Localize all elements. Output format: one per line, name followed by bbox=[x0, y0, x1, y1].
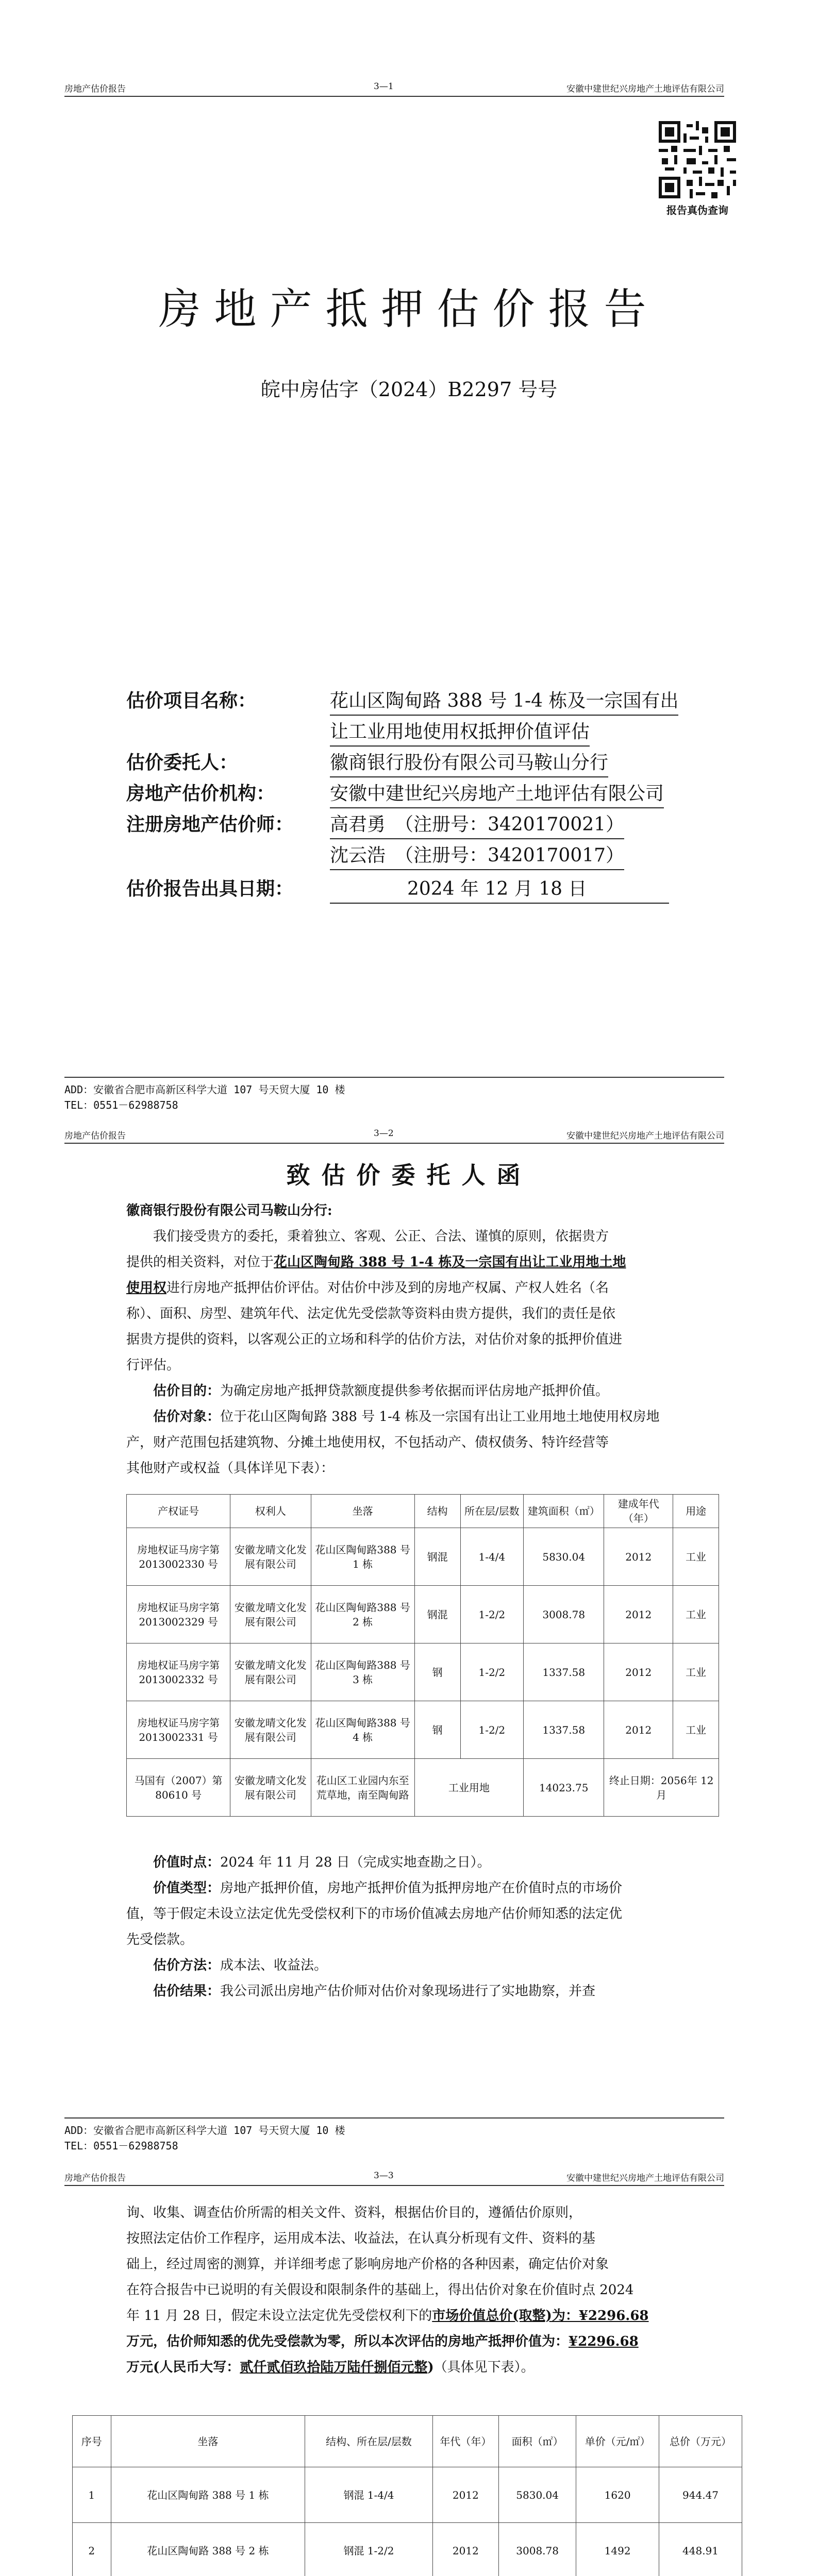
cell: 5830.04 bbox=[524, 1528, 604, 1586]
footer-address: ADD：安徽省合肥市高新区科学大道 107 号天贸大厦 10 楼 bbox=[64, 2124, 345, 2137]
method-text: 成本法、收益法。 bbox=[220, 1958, 328, 1973]
cell: 14023.75 bbox=[524, 1759, 604, 1817]
header-left: 房地产估价报告 bbox=[64, 1131, 126, 1141]
cell: 钢混 1-4/4 bbox=[305, 2467, 432, 2523]
th-year: 年代（年） bbox=[432, 2416, 498, 2467]
cell: 工业 bbox=[673, 1643, 719, 1701]
value-type-label: 价值类型： bbox=[153, 1880, 221, 1896]
value-date-line bbox=[126, 1850, 724, 1875]
purpose-text: 为确定房地产抵押贷款额度提供参考依据而评估房地产抵押价值。 bbox=[220, 1383, 609, 1399]
letter-body-2 bbox=[126, 1850, 724, 2004]
addressee: 徽商银行股份有限公司马鞍山分行: bbox=[126, 1203, 332, 1218]
header-right: 安徽中建世纪兴房地产土地评估有限公司 bbox=[566, 84, 724, 94]
header-left: 房地产估价报告 bbox=[64, 84, 126, 94]
result-text-8a: 万元(人民币大写： bbox=[126, 2360, 240, 2375]
th-area: 建筑面积（㎡） bbox=[524, 1495, 604, 1528]
header-right: 安徽中建世纪兴房地产土地评估有限公司 bbox=[566, 2173, 724, 2183]
intro-6: 行评估。 bbox=[126, 1358, 180, 1373]
intro-2-line bbox=[126, 1249, 724, 1275]
method-line bbox=[126, 1953, 724, 1978]
cell: 安徽龙晴文化发展有限公司 bbox=[230, 1643, 311, 1701]
table-row bbox=[127, 1528, 719, 1586]
cell: 花山区陶甸路388 号 3 栋 bbox=[311, 1643, 414, 1701]
th-cert: 产权证号 bbox=[127, 1495, 230, 1528]
intro-highlight: 花山区陶甸路 388 号 1-4 栋及一宗国有出让工业用地土地 bbox=[274, 1255, 626, 1270]
intro-3-line bbox=[126, 1275, 724, 1301]
cell: 2012 bbox=[432, 2467, 498, 2523]
result-text-6b: 市场价值总价(取整)为：¥2296.68 bbox=[432, 2308, 649, 2324]
cell: 花山区陶甸路 388 号 2 栋 bbox=[111, 2523, 305, 2576]
result-text-8d: （具体见下表）。 bbox=[433, 2360, 535, 2375]
value-type-text-3: 先受偿款。 bbox=[126, 1932, 194, 1947]
cell: 工业 bbox=[673, 1528, 719, 1586]
cell: 944.47 bbox=[659, 2467, 742, 2523]
object-text-3: 其他财产或权益（具体详见下表）： bbox=[126, 1461, 335, 1476]
result-text-8b: 贰仟贰佰玖拾陆万陆仟捌佰元整 bbox=[240, 2360, 428, 2375]
intro-2: 提供的相关资料，对位于 bbox=[126, 1255, 274, 1270]
report-title: 房地产抵押估价报告 bbox=[158, 285, 660, 334]
result-text-8c: ) bbox=[427, 2360, 434, 2375]
property-table bbox=[126, 1494, 719, 1817]
table-header-row bbox=[127, 1495, 719, 1528]
result-text-4: 础上，经过周密的测算，并详细考虑了影响房地产价格的各种因素，确定估价对象 bbox=[126, 2257, 609, 2272]
cell: 花山区陶甸路 388 号 1 栋 bbox=[111, 2467, 305, 2523]
th-floor: 所在层/层数 bbox=[460, 1495, 524, 1528]
cover-date bbox=[126, 876, 669, 904]
result-text-3: 按照法定估价工作程序，运用成本法、收益法，在认真分析现有文件、资料的基 bbox=[126, 2231, 596, 2246]
cell: 2012 bbox=[604, 1643, 673, 1701]
intro-5: 据贵方提供的资料，以客观公正的立场和科学的估价方法，对估价对象的抵押价值进 bbox=[126, 1332, 623, 1347]
date-label: 估价报告出具日期： bbox=[126, 878, 294, 900]
footer-address: ADD：安徽省合肥市高新区科学大道 107 号天贸大厦 10 楼 bbox=[64, 1083, 345, 1096]
value-type-text-2: 值，等于假定未设立法定优先受偿权利下的市场价值减去房地产估价师知悉的法定优 bbox=[126, 1906, 623, 1922]
cell: 1 bbox=[73, 2467, 111, 2523]
purpose-label: 估价目的： bbox=[153, 1383, 221, 1399]
method-label: 估价方法： bbox=[153, 1958, 221, 1973]
object-line bbox=[126, 1404, 724, 1430]
agency-label: 房地产估价机构： bbox=[126, 783, 275, 804]
table-row bbox=[73, 2467, 742, 2523]
cover-appraiser bbox=[126, 811, 624, 839]
footer-tel: TEL：0551－62988758 bbox=[64, 2140, 178, 2152]
cell: 花山区陶甸路388 号 1 栋 bbox=[311, 1528, 414, 1586]
value-type-text-1: 房地产抵押价值，房地产抵押价值为抵押房地产在价值时点的市场价 bbox=[220, 1880, 623, 1896]
th-structure: 结构 bbox=[414, 1495, 460, 1528]
cell: 房地权证马房字第2013002329 号 bbox=[127, 1586, 230, 1643]
object-text-1: 位于花山区陶甸路 388 号 1-4 栋及一宗国有出让工业用地土地使用权房地 bbox=[220, 1409, 660, 1425]
cell: 房地权证马房字第2013002332 号 bbox=[127, 1643, 230, 1701]
cell: 钢混 1-2/2 bbox=[305, 2523, 432, 2576]
cell: 1-2/2 bbox=[460, 1586, 524, 1643]
cell: 1620 bbox=[576, 2467, 659, 2523]
result-line-8 bbox=[126, 2354, 724, 2380]
cell: 花山区陶甸路388 号 2 栋 bbox=[311, 1586, 414, 1643]
th-use: 用途 bbox=[673, 1495, 719, 1528]
report-number: 皖中房估字（2024）B2297 号号 bbox=[260, 378, 558, 401]
cell: 马国有（2007）第80610 号 bbox=[127, 1759, 230, 1817]
cover-agency bbox=[126, 781, 664, 808]
cell: 2 bbox=[73, 2523, 111, 2576]
table-header-row bbox=[73, 2416, 742, 2467]
cell: 钢混 bbox=[414, 1586, 460, 1643]
cell: 钢 bbox=[414, 1701, 460, 1759]
page-header bbox=[64, 1124, 724, 1144]
intro-3: 进行房地产抵押估价评估。对估价中涉及到的房地产权属、产权人姓名（名 bbox=[166, 1280, 609, 1296]
result-line-6 bbox=[126, 2303, 724, 2329]
cell: 2012 bbox=[604, 1528, 673, 1586]
header-left: 房地产估价报告 bbox=[64, 2173, 126, 2183]
cell: 安徽龙晴文化发展有限公司 bbox=[230, 1759, 311, 1817]
table-row bbox=[127, 1701, 719, 1759]
th-price: 单价（元/㎡） bbox=[576, 2416, 659, 2467]
date-value: 2024 年 12 月 18 日 bbox=[330, 876, 669, 904]
result-text-5: 在符合报告中已说明的有关假设和限制条件的基础上，得出估价对象在价值时点 2024 bbox=[126, 2282, 634, 2298]
value-date-text: 2024 年 11 月 28 日（完成实地查勘之日）。 bbox=[220, 1855, 491, 1870]
th-no: 序号 bbox=[73, 2416, 111, 2467]
letter-title: 致估价委托人函 bbox=[286, 1161, 532, 1189]
cell: 2012 bbox=[432, 2523, 498, 2576]
table-row bbox=[73, 2523, 742, 2576]
purpose-line bbox=[126, 1378, 724, 1404]
cell: 1-4/4 bbox=[460, 1528, 524, 1586]
intro-highlight-2: 使用权 bbox=[126, 1280, 167, 1296]
appraiser-label: 注册房地产估价师： bbox=[126, 814, 294, 835]
cell: 工业 bbox=[673, 1586, 719, 1643]
cell: 花山区工业园内东至荒草地，南至陶甸路 bbox=[311, 1759, 414, 1817]
project-value-1: 花山区陶甸路 388 号 1-4 栋及一宗国有出 bbox=[330, 688, 678, 716]
result-text-7a: 万元，估价师知悉的优先受偿款为零，所以本次评估的房地产抵押价值为： bbox=[126, 2334, 569, 2349]
project-label: 估价项目名称： bbox=[126, 690, 257, 711]
th-owner: 权利人 bbox=[230, 1495, 311, 1528]
letter-body bbox=[126, 1198, 724, 1481]
cover-project-2 bbox=[330, 719, 590, 747]
cell: 448.91 bbox=[659, 2523, 742, 2576]
client-label: 估价委托人： bbox=[126, 752, 238, 773]
cell: 安徽龙晴文化发展有限公司 bbox=[230, 1701, 311, 1759]
header-page: 3—3 bbox=[374, 2171, 394, 2181]
th-structure: 结构、所在层/层数 bbox=[305, 2416, 432, 2467]
cell: 终止日期：2056年 12 月 bbox=[604, 1759, 719, 1817]
cell: 3008.78 bbox=[499, 2523, 576, 2576]
page-footer bbox=[64, 1077, 724, 1113]
cell: 1-2/2 bbox=[460, 1701, 524, 1759]
value-type-line bbox=[126, 1875, 724, 1901]
table-row bbox=[127, 1643, 719, 1701]
cell: 2012 bbox=[604, 1586, 673, 1643]
page-header bbox=[64, 77, 724, 97]
page-header bbox=[64, 2166, 724, 2186]
header-right: 安徽中建世纪兴房地产土地评估有限公司 bbox=[566, 1131, 724, 1141]
result-text-1: 我公司派出房地产估价师对估价对象现场进行了实地勘察，并查 bbox=[220, 1984, 596, 1999]
project-value-2: 让工业用地使用权抵押价值评估 bbox=[330, 719, 590, 747]
table-row-land bbox=[127, 1759, 719, 1817]
result-line bbox=[126, 1978, 724, 2004]
result-text-7b: ¥2296.68 bbox=[569, 2334, 639, 2349]
cell: 安徽龙晴文化发展有限公司 bbox=[230, 1586, 311, 1643]
object-label: 估价对象： bbox=[153, 1409, 221, 1425]
appraiser-1: 高君勇 （注册号：3420170021） bbox=[330, 811, 624, 839]
cell: 钢 bbox=[414, 1643, 460, 1701]
footer-tel: TEL：0551－62988758 bbox=[64, 1099, 178, 1111]
appraiser-2: 沈云浩 （注册号：3420170017） bbox=[330, 842, 624, 870]
cell: 3008.78 bbox=[524, 1586, 604, 1643]
valuation-table bbox=[72, 2415, 742, 2576]
result-text-2: 询、收集、调查估价所需的相关文件、资料，根据估价目的，遵循估价原则， bbox=[126, 2205, 582, 2221]
cell: 工业 bbox=[673, 1701, 719, 1759]
cell: 钢混 bbox=[414, 1528, 460, 1586]
cell: 5830.04 bbox=[499, 2467, 576, 2523]
result-line-7 bbox=[126, 2329, 724, 2354]
cover-appraiser-2 bbox=[330, 842, 624, 870]
intro-4: 称）、面积、房型、建筑年代、法定优先受偿款等资料由贵方提供，我们的责任是依 bbox=[126, 1306, 616, 1321]
cell: 花山区陶甸路388 号 4 栋 bbox=[311, 1701, 414, 1759]
th-year: 建成年代（年） bbox=[604, 1495, 673, 1528]
cell: 1337.58 bbox=[524, 1643, 604, 1701]
cell: 1337.58 bbox=[524, 1701, 604, 1759]
result-text-6a: 年 11 月 28 日，假定未设立法定优先受偿权利下的 bbox=[126, 2308, 432, 2324]
cell: 房地权证马房字第2013002331 号 bbox=[127, 1701, 230, 1759]
qr-caption: 报告真伪查询 bbox=[666, 204, 728, 216]
result-label: 估价结果： bbox=[153, 1984, 221, 1999]
cell: 1-2/2 bbox=[460, 1643, 524, 1701]
cell: 1492 bbox=[576, 2523, 659, 2576]
agency-value: 安徽中建世纪兴房地产土地评估有限公司 bbox=[330, 781, 664, 808]
header-page: 3—2 bbox=[374, 1128, 394, 1139]
th-total: 总价（万元） bbox=[659, 2416, 742, 2467]
th-location: 坐落 bbox=[111, 2416, 305, 2467]
cell: 工业用地 bbox=[414, 1759, 523, 1817]
cell: 2012 bbox=[604, 1701, 673, 1759]
letter-body-3 bbox=[126, 2200, 724, 2380]
cell: 安徽龙晴文化发展有限公司 bbox=[230, 1528, 311, 1586]
object-text-2: 产，财产范围包括建筑物、分摊土地使用权，不包括动产、债权债务、特许经营等 bbox=[126, 1435, 609, 1450]
value-date-label: 价值时点： bbox=[153, 1855, 221, 1870]
page-footer bbox=[64, 2117, 724, 2154]
client-value: 徽商银行股份有限公司马鞍山分行 bbox=[330, 750, 608, 777]
table-row bbox=[127, 1586, 719, 1643]
cover-client bbox=[126, 750, 608, 777]
header-page: 3—1 bbox=[374, 81, 394, 92]
th-area: 面积（㎡） bbox=[499, 2416, 576, 2467]
cell: 房地权证马房字第2013002330 号 bbox=[127, 1528, 230, 1586]
th-location: 坐落 bbox=[311, 1495, 414, 1528]
intro-1: 我们接受贵方的委托，秉着独立、客观、公正、合法、谨慎的原则，依据贵方 bbox=[153, 1229, 609, 1244]
cover-project bbox=[126, 688, 678, 716]
qr-code-icon[interactable] bbox=[659, 121, 736, 198]
